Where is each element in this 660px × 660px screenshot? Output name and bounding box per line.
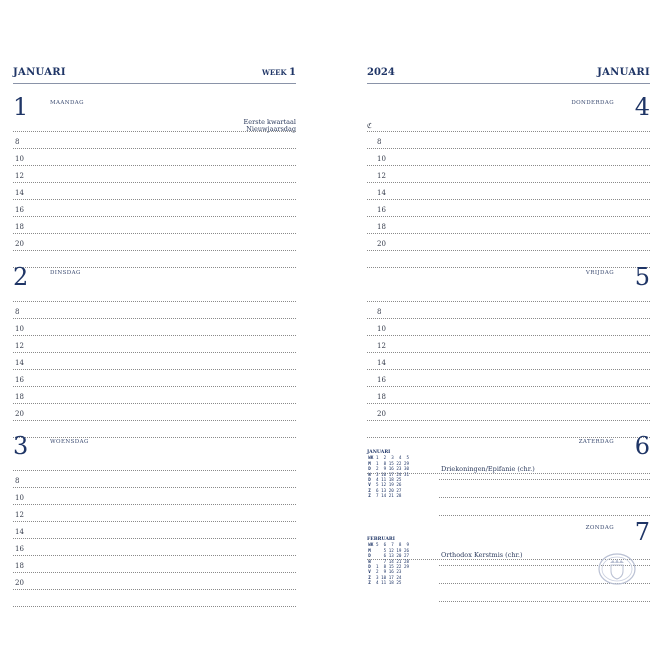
mini-calendar-week-number: 7 bbox=[391, 542, 394, 548]
mini-calendar-date bbox=[403, 580, 411, 585]
mini-calendar-weekday: W bbox=[368, 558, 371, 564]
day-name: ZONDAG bbox=[585, 525, 614, 531]
ruled-line[interactable] bbox=[13, 165, 296, 166]
ruled-line[interactable] bbox=[13, 606, 296, 607]
ruled-line[interactable] bbox=[13, 216, 296, 217]
ruled-line[interactable] bbox=[367, 131, 650, 132]
hour-label: 18 bbox=[377, 223, 386, 231]
hour-label: 12 bbox=[15, 511, 24, 519]
mini-calendar-date: 3 bbox=[375, 574, 379, 580]
holiday-event: Driekoningen/Epifanie (chr.) bbox=[441, 465, 535, 473]
day-number: 3 bbox=[13, 432, 29, 460]
hour-label: 8 bbox=[15, 477, 20, 485]
ruled-line[interactable] bbox=[367, 199, 650, 200]
mini-calendar-date: 4 bbox=[375, 580, 379, 586]
mini-calendar bbox=[367, 450, 410, 499]
day-section bbox=[13, 95, 296, 265]
day-section bbox=[367, 95, 650, 265]
mini-calendar-date: 10 bbox=[381, 574, 387, 580]
mini-calendar-date: 6 bbox=[383, 553, 387, 559]
mini-calendar-week-number: 6 bbox=[383, 542, 387, 548]
mini-calendar-date bbox=[403, 493, 411, 498]
ruled-line[interactable] bbox=[367, 352, 650, 353]
hour-label: 10 bbox=[15, 155, 24, 163]
mini-calendar-date: 13 bbox=[388, 553, 394, 559]
ruled-line[interactable] bbox=[13, 182, 296, 183]
mini-calendar-week-number: 2 bbox=[383, 455, 387, 461]
hour-label: 10 bbox=[15, 325, 24, 333]
mini-calendar-date: 1 bbox=[375, 564, 379, 570]
ruled-line[interactable] bbox=[367, 148, 650, 149]
mini-calendar-weekday: V bbox=[368, 569, 371, 575]
hour-label: 10 bbox=[15, 494, 24, 502]
moon-phase-icon: ℭ bbox=[367, 122, 372, 130]
ruled-line[interactable] bbox=[13, 572, 296, 573]
left-page bbox=[13, 62, 296, 602]
mini-calendar-date: 18 bbox=[388, 580, 394, 586]
ruled-line[interactable] bbox=[13, 504, 296, 505]
right-page-header bbox=[367, 62, 650, 82]
mini-calendar-date: 28 bbox=[396, 493, 402, 499]
ruled-line[interactable] bbox=[13, 386, 296, 387]
mini-calendar-weekday: Z bbox=[368, 580, 371, 586]
hour-label: 8 bbox=[15, 308, 20, 316]
mini-calendar-date: 19 bbox=[388, 482, 394, 488]
ruled-line[interactable] bbox=[13, 538, 296, 539]
day-name: DINSDAG bbox=[50, 270, 81, 276]
mini-calendar-date: 12 bbox=[388, 547, 394, 553]
hour-label: 14 bbox=[15, 189, 24, 197]
mini-calendar-grid bbox=[367, 542, 410, 585]
ruled-line[interactable] bbox=[13, 521, 296, 522]
mini-calendar-date: 30 bbox=[403, 466, 410, 472]
mini-calendar-date: 11 bbox=[381, 477, 387, 483]
mini-calendar-date: 2 bbox=[375, 569, 379, 575]
ruled-line[interactable] bbox=[367, 250, 650, 251]
hour-label: 16 bbox=[15, 376, 24, 384]
ruled-line[interactable] bbox=[367, 335, 650, 336]
day-number: 5 bbox=[634, 263, 650, 291]
ruled-line[interactable] bbox=[13, 589, 296, 590]
mini-calendar-date: 3 bbox=[375, 471, 379, 477]
mini-calendar-date: 23 bbox=[396, 569, 402, 575]
hour-label: 12 bbox=[15, 342, 24, 350]
mini-calendar-date: 24 bbox=[396, 471, 402, 477]
ruled-line[interactable] bbox=[439, 497, 650, 498]
mini-calendar-week-number: WK bbox=[368, 455, 374, 461]
hour-label: 18 bbox=[15, 562, 24, 570]
ruled-line[interactable] bbox=[367, 420, 650, 421]
mini-calendar bbox=[367, 537, 410, 586]
mini-calendar-date: 20 bbox=[396, 553, 402, 559]
mini-calendar-date: 27 bbox=[403, 553, 410, 559]
month-title: JANUARI bbox=[597, 67, 650, 78]
mini-calendar-date: 31 bbox=[403, 471, 410, 477]
mini-calendar-date: 17 bbox=[388, 471, 394, 477]
mini-calendar-week-number: WK bbox=[368, 542, 374, 548]
mini-calendar-date: 27 bbox=[396, 487, 402, 493]
mini-calendar-weekday: Z bbox=[368, 574, 371, 580]
mini-calendar-date: 18 bbox=[388, 477, 394, 483]
mini-calendar-week-number: 5 bbox=[406, 455, 410, 461]
day-name: WOENSDAG bbox=[50, 439, 89, 445]
mini-calendar-date: 15 bbox=[388, 564, 394, 570]
ruled-line[interactable] bbox=[367, 165, 650, 166]
ruled-line[interactable] bbox=[13, 420, 296, 421]
hour-label: 16 bbox=[15, 545, 24, 553]
mini-calendar-date: 25 bbox=[396, 580, 402, 586]
week-label: WEEK bbox=[261, 68, 287, 77]
mini-calendar-date: 8 bbox=[383, 460, 387, 466]
mini-calendar-date: 9 bbox=[383, 466, 387, 472]
ruled-line[interactable] bbox=[367, 403, 650, 404]
hour-label: 20 bbox=[15, 579, 24, 587]
hour-label: 12 bbox=[377, 172, 386, 180]
mini-calendar-date: 12 bbox=[381, 482, 387, 488]
mini-calendar-date: 14 bbox=[381, 493, 387, 499]
hour-label: 12 bbox=[15, 172, 24, 180]
ruled-line[interactable] bbox=[13, 301, 296, 302]
ruled-line[interactable] bbox=[13, 470, 296, 471]
holiday-event: Orthodox Kerstmis (chr.) bbox=[441, 551, 523, 559]
mini-calendar-weekday: D bbox=[368, 553, 371, 559]
mini-calendar-date: 21 bbox=[388, 493, 394, 499]
mini-calendar-weekday: D bbox=[368, 466, 371, 472]
mini-calendar-date: 22 bbox=[396, 460, 402, 466]
mini-calendar-grid bbox=[367, 455, 410, 498]
mini-calendar-date: 6 bbox=[375, 487, 379, 493]
mini-calendar-weekday: Z bbox=[368, 487, 371, 493]
mini-calendar-weekday: D bbox=[368, 477, 371, 483]
mini-calendar-week-number: 4 bbox=[398, 455, 402, 461]
hour-label: 10 bbox=[377, 155, 386, 163]
ruled-line[interactable] bbox=[439, 601, 650, 602]
mini-calendar-date: 1 bbox=[375, 460, 379, 466]
mini-calendar-date: 2 bbox=[375, 466, 379, 472]
day-name: VRIJDAG bbox=[585, 270, 614, 276]
hour-label: 20 bbox=[377, 410, 386, 418]
hour-label: 14 bbox=[15, 359, 24, 367]
mini-calendar-date: 5 bbox=[383, 547, 387, 553]
day-section bbox=[367, 434, 650, 519]
mini-calendar-date: 23 bbox=[396, 466, 402, 472]
holiday-note: Eerste kwartaal bbox=[243, 118, 296, 126]
day-number: 4 bbox=[634, 93, 650, 121]
day-section bbox=[13, 434, 296, 604]
day-number: 7 bbox=[634, 518, 650, 546]
mini-calendar-date: 17 bbox=[388, 574, 394, 580]
ruled-line[interactable] bbox=[367, 216, 650, 217]
ruled-line[interactable] bbox=[13, 318, 296, 319]
ruled-line[interactable] bbox=[13, 369, 296, 370]
mini-calendar-date: 4 bbox=[375, 477, 379, 483]
hour-label: 14 bbox=[15, 528, 24, 536]
mini-calendar-weekday: M bbox=[368, 547, 371, 553]
mini-calendar-week-number: 9 bbox=[406, 542, 410, 548]
ruled-line[interactable] bbox=[439, 479, 650, 480]
ruled-line[interactable] bbox=[13, 250, 296, 251]
day-name: DONDERDAG bbox=[571, 100, 614, 106]
hour-label: 14 bbox=[377, 359, 386, 367]
ruled-line[interactable] bbox=[13, 555, 296, 556]
mini-calendar-date: 29 bbox=[403, 460, 410, 466]
hour-label: 16 bbox=[377, 206, 386, 214]
hour-label: 8 bbox=[377, 138, 382, 146]
mini-calendar-date: 28 bbox=[403, 558, 410, 564]
mini-calendar-date: 24 bbox=[396, 574, 402, 580]
mini-calendar-week-number: 1 bbox=[375, 455, 379, 461]
ruled-line[interactable] bbox=[13, 233, 296, 234]
day-section bbox=[13, 265, 296, 435]
mini-calendar-date: 16 bbox=[388, 466, 394, 472]
week-number: 1 bbox=[289, 67, 296, 78]
right-page bbox=[367, 62, 650, 602]
ruled-line[interactable] bbox=[367, 182, 650, 183]
hour-label: 14 bbox=[377, 189, 386, 197]
mini-calendar-date: 15 bbox=[388, 460, 394, 466]
month-title: JANUARI bbox=[13, 67, 66, 78]
day-number: 1 bbox=[13, 93, 29, 121]
mini-calendar-date: 9 bbox=[383, 569, 387, 575]
day-name: MAANDAG bbox=[50, 100, 84, 106]
ruled-line[interactable] bbox=[13, 131, 296, 132]
hour-label: 18 bbox=[15, 393, 24, 401]
mini-calendar-title: JANUARI bbox=[367, 450, 391, 455]
mini-calendar-weekday: W bbox=[368, 471, 371, 477]
mini-calendar-date: 7 bbox=[383, 558, 387, 564]
hour-label: 20 bbox=[377, 240, 386, 248]
mini-calendar-date: 5 bbox=[375, 482, 379, 488]
mini-calendar-date: 7 bbox=[375, 493, 379, 499]
day-number: 2 bbox=[13, 263, 29, 291]
ruled-line[interactable] bbox=[367, 386, 650, 387]
week-indicator bbox=[262, 67, 296, 78]
mini-calendar-date: 20 bbox=[388, 487, 394, 493]
mini-calendar-date: 26 bbox=[403, 547, 410, 553]
ruled-line[interactable] bbox=[367, 301, 650, 302]
ruled-line[interactable] bbox=[13, 487, 296, 488]
mini-calendar-weekday: D bbox=[368, 564, 371, 570]
mini-calendar-date: 11 bbox=[381, 580, 387, 586]
mini-calendar-date: 13 bbox=[381, 487, 387, 493]
mini-calendar-title: FEBRUARI bbox=[367, 537, 395, 542]
ruled-line[interactable] bbox=[367, 318, 650, 319]
mini-calendar-weekday: V bbox=[368, 482, 371, 488]
mini-calendar-date: 19 bbox=[396, 547, 402, 553]
mini-calendar-date: 25 bbox=[396, 477, 402, 483]
header-rule bbox=[13, 83, 296, 84]
mini-calendar-week-number: 5 bbox=[375, 542, 379, 548]
mini-calendar-date: 14 bbox=[388, 558, 394, 564]
ruled-line[interactable] bbox=[367, 233, 650, 234]
mini-calendar-week-number: 8 bbox=[398, 542, 402, 548]
ruled-line[interactable] bbox=[13, 199, 296, 200]
mini-calendar-date: 21 bbox=[396, 558, 402, 564]
mini-calendar-date: 8 bbox=[383, 564, 387, 570]
hour-label: 8 bbox=[377, 308, 382, 316]
mini-calendar-weekday: Z bbox=[368, 493, 371, 499]
day-number: 6 bbox=[634, 432, 650, 460]
hour-label: 16 bbox=[377, 376, 386, 384]
hour-label: 8 bbox=[15, 138, 20, 146]
left-page-header bbox=[13, 62, 296, 82]
mini-calendar-date: 10 bbox=[381, 471, 387, 477]
hour-label: 12 bbox=[377, 342, 386, 350]
mini-calendar-date: 22 bbox=[396, 564, 402, 570]
mini-calendar-weekday: M bbox=[368, 460, 371, 466]
ruled-line[interactable] bbox=[439, 515, 650, 516]
hour-label: 20 bbox=[15, 410, 24, 418]
hour-label: 18 bbox=[377, 393, 386, 401]
mini-calendar-week-number: 3 bbox=[391, 455, 394, 461]
hour-label: 10 bbox=[377, 325, 386, 333]
hour-label: 20 bbox=[15, 240, 24, 248]
ruled-line[interactable] bbox=[13, 403, 296, 404]
crowned-shield-icon bbox=[597, 552, 637, 586]
mini-calendar-date: 26 bbox=[396, 482, 402, 488]
ruled-line[interactable] bbox=[13, 352, 296, 353]
mini-calendar-date: 29 bbox=[403, 564, 410, 570]
ruled-line[interactable] bbox=[13, 335, 296, 336]
holiday-note: Nieuwjaarsdag bbox=[246, 125, 296, 133]
hour-label: 18 bbox=[15, 223, 24, 231]
year-title: 2024 bbox=[367, 67, 395, 78]
day-section bbox=[367, 265, 650, 435]
mini-calendar-date: 16 bbox=[388, 569, 394, 575]
ruled-line[interactable] bbox=[367, 369, 650, 370]
hour-label: 16 bbox=[15, 206, 24, 214]
day-name: ZATERDAG bbox=[578, 439, 614, 445]
header-rule bbox=[367, 83, 650, 84]
ruled-line[interactable] bbox=[13, 148, 296, 149]
